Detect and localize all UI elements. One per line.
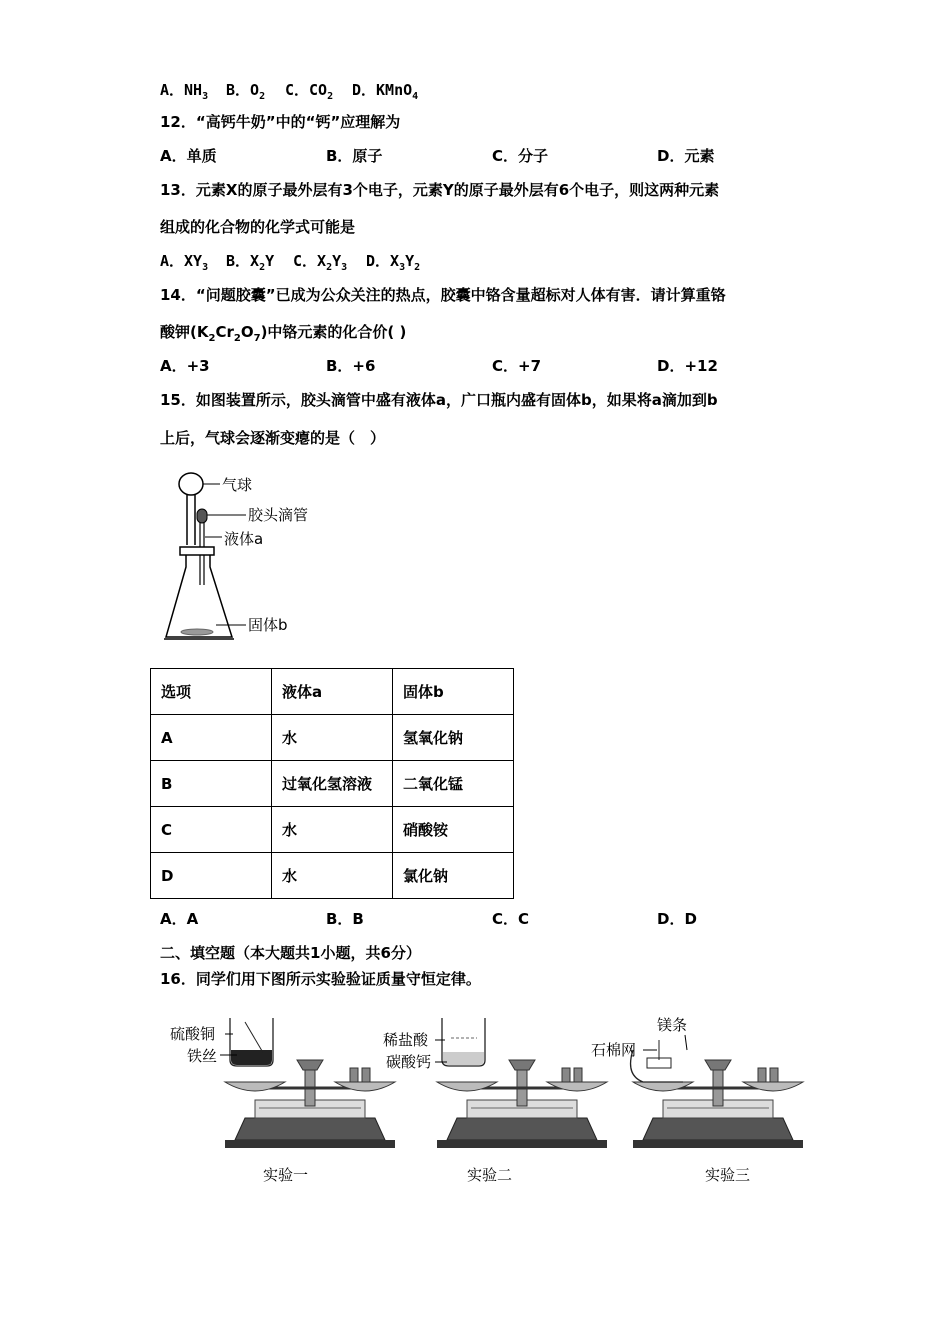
exp2-label-hydrochloric-acid: 稀盐酸 [383,1031,429,1049]
q15-option-a: A．A [160,910,199,928]
section-heading: 二、填空题（本大题共1小题，共6分） [160,944,421,962]
exp3-label-asbestos-net: 石棉网 [591,1041,637,1059]
exp2-label-calcium-carbonate: 碳酸钙 [386,1053,432,1071]
table-row [151,807,514,853]
q15-options-table [150,668,514,899]
q12-stem: 12．“高钙牛奶”中的“钙”应理解为 [160,113,401,131]
q15-option-d: D．D [657,910,697,928]
exp3-caption: 实验三 [705,1166,751,1184]
table-cell: 硝酸铵 [393,807,514,853]
table-header: 液体a [272,669,393,715]
q14-option-b: B．+6 [326,357,376,375]
table-cell: D [151,853,272,899]
q14-option-c: C．+7 [492,357,542,375]
q15-option-b: B．B [326,910,364,928]
exp3-label-magnesium-ribbon: 镁条 [657,1016,688,1034]
q12-option-c: C．分子 [492,147,549,165]
table-row [151,715,514,761]
table-cell: 氢氧化钠 [393,715,514,761]
q11-option-b: B．$O_2$ [226,81,266,102]
q13-option-b: B．$X_2Y$ [226,252,275,273]
q13-stem-line2: 组成的化合物的化学式可能是 [160,218,356,236]
q14-stem-line2: 酸钾$(K_2Cr_2O_7)$中铬元素的化合价( ) [160,323,407,344]
label-solid: 固体b [248,616,288,634]
label-dropper: 胶头滴管 [248,506,309,524]
table-header: 固体b [393,669,514,715]
table-cell: 二氧化锰 [393,761,514,807]
table-cell: B [151,761,272,807]
exp2-caption: 实验二 [467,1166,513,1184]
exp1-caption: 实验一 [263,1166,309,1184]
q14-option-a: A．+3 [160,357,210,375]
table-cell: 氯化钠 [393,853,514,899]
q13-option-c: C．$X_2Y_3$ [293,252,348,273]
q15-stem-line1: 15．如图装置所示，胶头滴管中盛有液体a，广口瓶内盛有固体b，如果将a滴加到b [160,391,718,409]
experiment-two [437,1018,607,1148]
table-cell: 水 [272,853,393,899]
q13-option-d: D．$X_3Y_2$ [366,252,421,273]
balloon-shape [179,473,203,495]
table-cell: A [151,715,272,761]
label-liquid: 液体a [224,530,264,548]
q12-option-d: D．元素 [657,147,715,165]
q14-stem-line1: 14．“问题胶囊”已成为公众关注的热点，胶囊中铬含量超标对人体有害．请计算重铬 [160,286,726,304]
exp1-label-iron-wire: 铁丝 [187,1047,218,1065]
experiment-three [631,1040,803,1148]
q15-apparatus-figure [150,465,350,650]
q12-option-b: B．原子 [326,147,383,165]
q11-option-c: C．$CO_2$ [285,81,334,102]
exp1-label-copper-sulfate: 硫酸铜 [170,1025,216,1043]
table-cell: 水 [272,715,393,761]
table-cell: C [151,807,272,853]
q16-stem: 16．同学们用下图所示实验验证质量守恒定律。 [160,970,481,988]
table-header-row [151,669,514,715]
q15-stem-line2: 上后，气球会逐渐变瘪的是（ ） [160,429,386,447]
q14-option-d: D．+12 [657,357,718,375]
q12-option-a: A．单质 [160,147,217,165]
table-row [151,853,514,899]
table-cell: 水 [272,807,393,853]
q16-experiments-figure [165,1010,805,1190]
table-cell: 过氧化氢溶液 [272,761,393,807]
solid-b-shape [181,629,213,635]
table-header: 选项 [151,669,272,715]
label-balloon: 气球 [222,476,253,494]
q13-stem-line1: 13．元素X的原子最外层有3个电子，元素Y的原子最外层有6个电子，则这两种元素 [160,181,720,199]
experiment-one [225,1018,395,1148]
q11-option-d: D．KMnO$_4$ [352,81,419,102]
q15-option-c: C．C [492,910,530,928]
q13-option-a: A．$XY_3$ [160,252,209,273]
dropper-bulb [197,509,207,523]
table-row [151,761,514,807]
q11-option-a: A．$NH_3$ [160,81,209,102]
